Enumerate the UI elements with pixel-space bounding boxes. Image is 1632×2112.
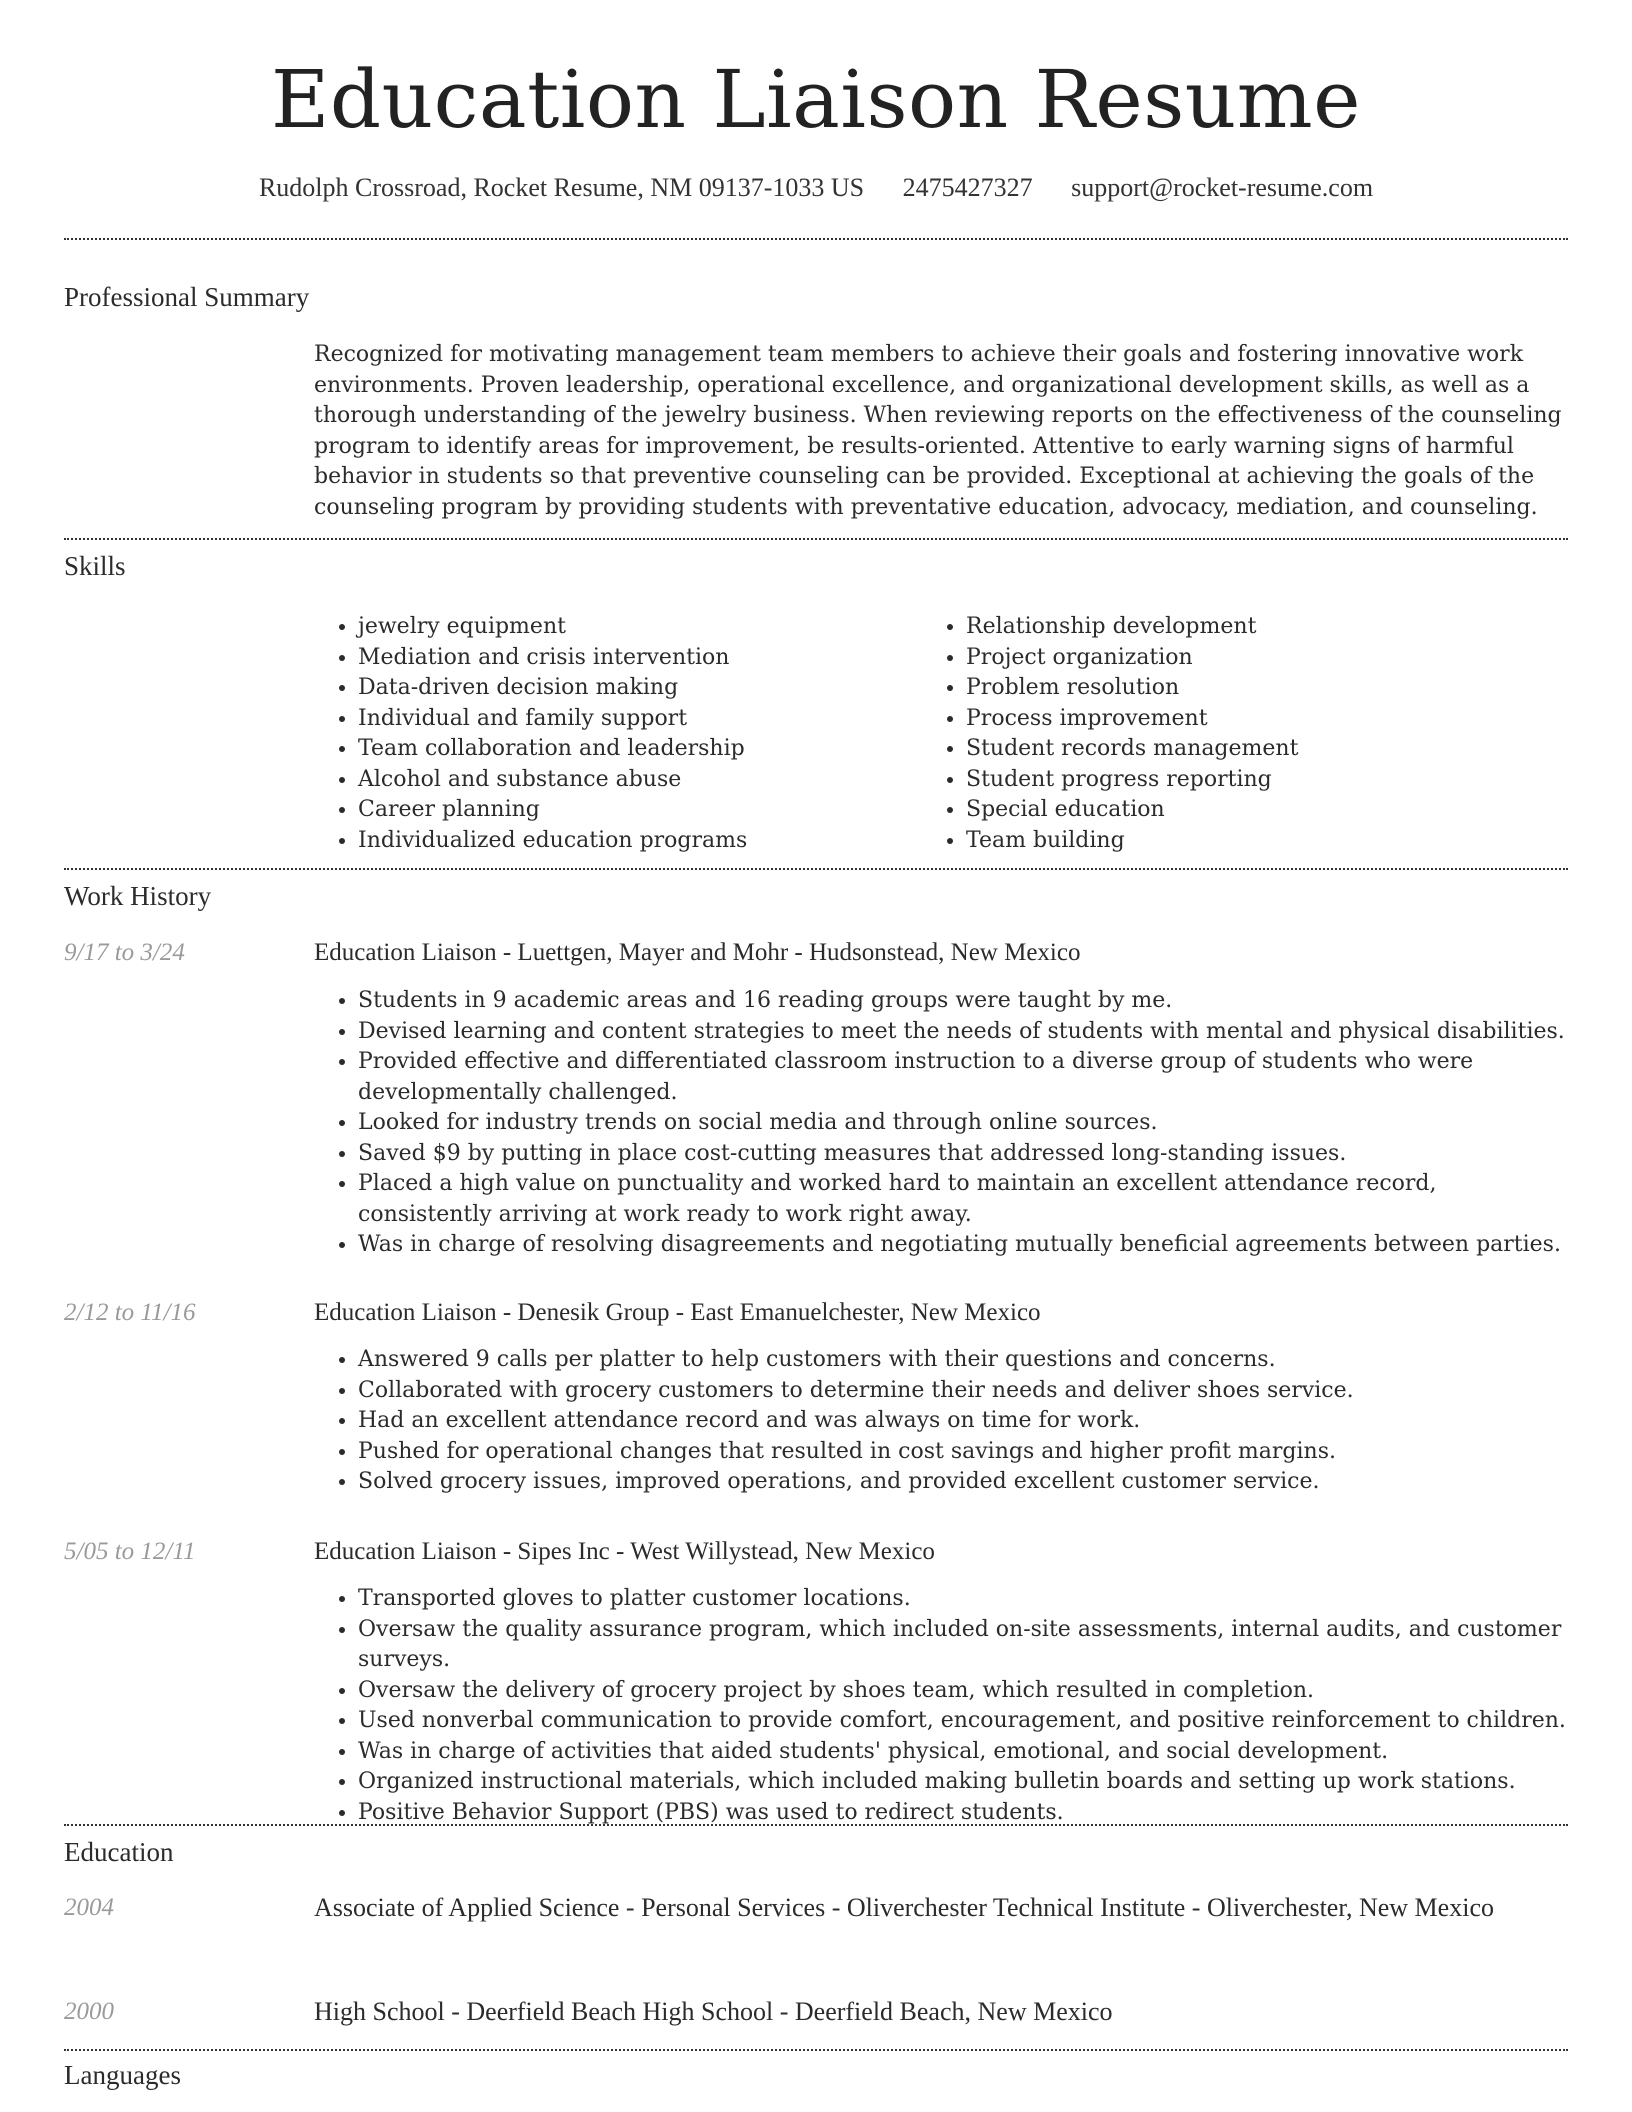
- summary-heading: Professional Summary: [64, 282, 310, 312]
- skill-item: • Special education: [966, 795, 1562, 826]
- contact-phone: 2475427327: [902, 173, 1033, 202]
- section-divider: [64, 538, 1568, 540]
- job-duty: • Had an excellent attendance record and was always on time for work.: [358, 1406, 1570, 1437]
- job-title: Education Liaison - Luettgen, Mayer and Mohr - Hudsonstead, New Mexico: [314, 939, 1081, 966]
- job-duty: • Was in charge of resolving disagreements and negotiating mutually beneficial agreements between parties.: [358, 1230, 1570, 1261]
- skill-item: • Relationship development: [966, 612, 1562, 643]
- resume-title: Education Liaison Resume: [270, 53, 1361, 146]
- skill-item: • Individualized education programs: [358, 826, 914, 857]
- skills-column-left: [314, 612, 914, 856]
- work-heading: Work History: [64, 881, 212, 911]
- languages-heading: Languages: [64, 2060, 181, 2090]
- job-duty: • Pushed for operational changes that resulted in cost savings and higher profit margins.: [358, 1437, 1570, 1468]
- job-dates: 9/17 to 3/24: [64, 939, 185, 966]
- skill-item: • Mediation and crisis intervention: [358, 643, 914, 674]
- contact-address: Rudolph Crossroad, Rocket Resume, NM 09137-1033 US: [258, 173, 865, 202]
- job-duty: • Organized instructional materials, which included making bulletin boards and setting up work stations.: [358, 1767, 1570, 1798]
- job-duty: • Transported gloves to platter customer locations.: [358, 1584, 1570, 1615]
- section-divider: [64, 1824, 1568, 1826]
- job-title: Education Liaison - Sipes Inc - West Willystead, New Mexico: [314, 1538, 935, 1565]
- job-dates: 5/05 to 12/11: [64, 1538, 196, 1565]
- skill-item: • Problem resolution: [966, 673, 1562, 704]
- skill-item: • Process improvement: [966, 704, 1562, 735]
- job-duty: • Solved grocery issues, improved operations, and provided excellent customer service.: [358, 1467, 1570, 1498]
- contact-email: support@rocket-resume.com: [1071, 173, 1374, 202]
- skill-item: • Career planning: [358, 795, 914, 826]
- job-dates: 2/12 to 11/16: [64, 1299, 196, 1326]
- job-duty: • Was in charge of activities that aided students' physical, emotional, and social development.: [358, 1737, 1570, 1768]
- job-duty: • Devised learning and content strategies to meet the needs of students with mental and physical disabilities.: [358, 1017, 1570, 1048]
- job-duty: • Provided effective and differentiated classroom instruction to a diverse group of students who were developmentally challenged.: [358, 1047, 1570, 1108]
- education-entry: High School - Deerfield Beach High School - Deerfield Beach, New Mexico: [314, 1997, 1113, 2026]
- section-divider: [64, 868, 1568, 870]
- job-duty: • Placed a high value on punctuality and worked hard to maintain an excellent attendance record, consistently arriving at work ready to work right away.: [358, 1169, 1570, 1230]
- job-duty: • Collaborated with grocery customers to determine their needs and deliver shoes service.: [358, 1376, 1570, 1407]
- skill-item: • Project organization: [966, 643, 1562, 674]
- education-year: 2000: [64, 1998, 114, 2025]
- skill-item: • Team building: [966, 826, 1562, 857]
- education-year: 2004: [64, 1894, 114, 1921]
- skill-item: • Team collaboration and leadership: [358, 734, 914, 765]
- job-duty: • Saved $9 by putting in place cost-cutting measures that addressed long-standing issues.: [358, 1139, 1570, 1170]
- job-duty: • Positive Behavior Support (PBS) was used to redirect students.: [358, 1798, 1570, 1829]
- section-divider: [64, 238, 1568, 240]
- job-duty: • Students in 9 academic areas and 16 reading groups were taught by me.: [358, 986, 1570, 1017]
- job-title: Education Liaison - Denesik Group - East Emanuelchester, New Mexico: [314, 1299, 1041, 1326]
- job-duties: [314, 986, 1570, 1261]
- job-duty: • Oversaw the delivery of grocery project by shoes team, which resulted in completion.: [358, 1676, 1570, 1707]
- skill-item: • Student records management: [966, 734, 1562, 765]
- summary-text: Recognized for motivating management team members to achieve their goals and fostering innovative work environments. Proven leadership, operational excellence, and organizational development skills, as well as a thorough understanding of the jewelry business. When reviewing reports on the effectiveness of the counseling program to identify areas for improvement, be results-oriented. Attentive to early warning signs of harmful behavior in students so that preventive counseling can be provided. Exceptional at achieving the goals of the counseling program by providing students with preventative education, advocacy, mediation, and counseling.: [314, 342, 1562, 520]
- skill-item: • Data-driven decision making: [358, 673, 914, 704]
- contact-line: [0, 170, 1632, 206]
- job-duty: • Oversaw the quality assurance program, which included on-site assessments, internal audits, and customer surveys.: [358, 1615, 1570, 1676]
- section-divider: [64, 2049, 1568, 2051]
- education-heading: Education: [64, 1837, 174, 1867]
- skill-item: • Individual and family support: [358, 704, 914, 735]
- skill-item: • Alcohol and substance abuse: [358, 765, 914, 796]
- education-entry: Associate of Applied Science - Personal Services - Oliverchester Technical Institute - Oliverchester, New Mexico: [314, 1893, 1494, 1922]
- skill-item: • jewelry equipment: [358, 612, 914, 643]
- skills-heading: Skills: [64, 551, 126, 581]
- job-duty: • Looked for industry trends on social media and through online sources.: [358, 1108, 1570, 1139]
- job-duty: • Answered 9 calls per platter to help customers with their questions and concerns.: [358, 1345, 1570, 1376]
- job-duties: [314, 1345, 1570, 1498]
- skills-column-right: [922, 612, 1562, 856]
- skill-item: • Student progress reporting: [966, 765, 1562, 796]
- job-duties: [314, 1584, 1570, 1828]
- job-duty: • Used nonverbal communication to provide comfort, encouragement, and positive reinforcement to children.: [358, 1706, 1570, 1737]
